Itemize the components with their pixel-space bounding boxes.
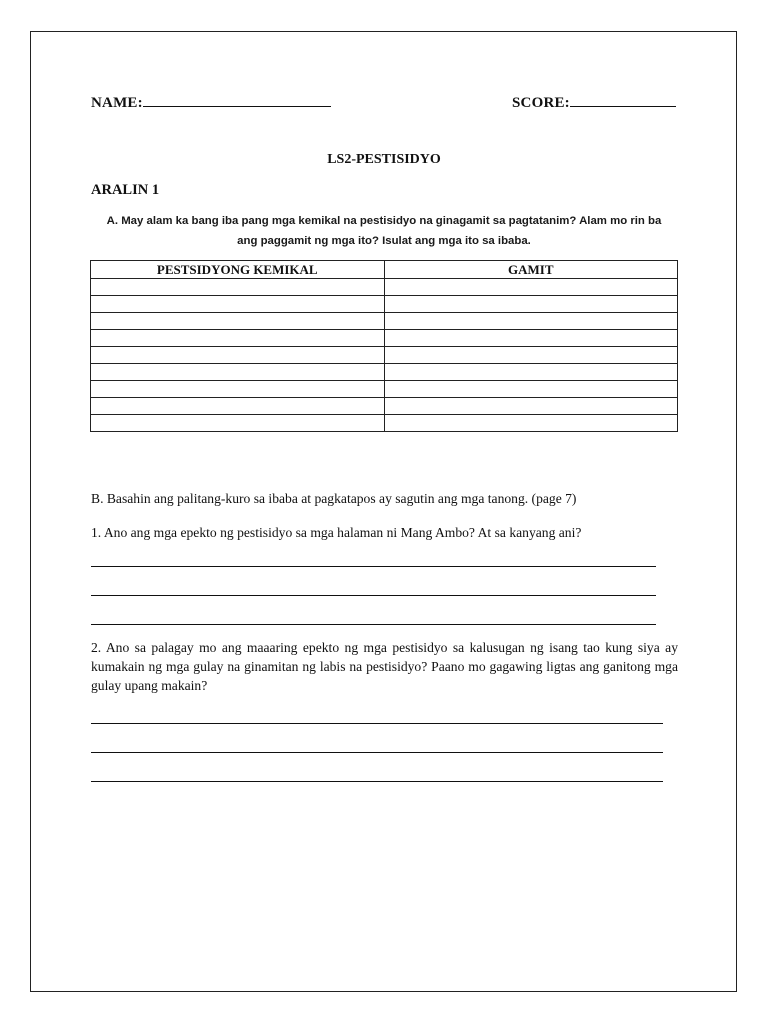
pesticide-cell[interactable] <box>91 279 385 296</box>
pesticide-table <box>90 260 678 432</box>
part-a-instruction-line-2: ang paggamit ng mga ito? Isulat ang mga ito sa ibaba. <box>237 235 531 247</box>
answer-line-q2-3[interactable] <box>91 781 663 782</box>
name-field <box>91 92 331 112</box>
table-row <box>91 381 678 398</box>
use-cell[interactable] <box>384 313 678 330</box>
answer-line-q2-1[interactable] <box>91 723 663 724</box>
table-header-row <box>91 261 678 279</box>
pesticide-cell[interactable] <box>91 296 385 313</box>
page-border <box>30 31 737 992</box>
column-header-pesticide: PESTSIDYONG KEMIKAL <box>91 261 385 279</box>
use-cell[interactable] <box>384 381 678 398</box>
table-row <box>91 279 678 296</box>
use-cell[interactable] <box>384 364 678 381</box>
table-row <box>91 347 678 364</box>
pesticide-cell[interactable] <box>91 381 385 398</box>
name-label: NAME: <box>91 95 143 111</box>
part-b-instruction: B. Basahin ang palitang-kuro sa ibaba at pagkatapos ay sagutin ang mga tanong. (page 7) <box>91 491 577 506</box>
column-header-use: GAMIT <box>384 261 678 279</box>
question-1: 1. Ano ang mga epekto ng pestisidyo sa mga halaman ni Mang Ambo? At sa kanyang ani? <box>91 525 582 540</box>
pesticide-cell[interactable] <box>91 330 385 347</box>
lesson-label: ARALIN 1 <box>91 182 160 198</box>
table-row <box>91 330 678 347</box>
use-cell[interactable] <box>384 347 678 364</box>
table-row <box>91 313 678 330</box>
answer-line-q1-2[interactable] <box>91 595 656 596</box>
answer-line-q2-2[interactable] <box>91 752 663 753</box>
use-cell[interactable] <box>384 415 678 432</box>
table-row <box>91 398 678 415</box>
pesticide-cell[interactable] <box>91 313 385 330</box>
score-field <box>512 92 676 112</box>
question-2: 2. Ano sa palagay mo ang maaaring epekto ng mga pestisidyo sa kalusugan ng isang tao kung siya ay kumakain ng mga gulay na ginamitan ng labis na pestisidyo? Paano mo gagawing ligtas ang ganitong mga gulay upang makain? <box>91 640 678 693</box>
answer-line-q1-1[interactable] <box>91 566 656 567</box>
name-blank-line[interactable] <box>143 92 331 107</box>
pesticide-cell[interactable] <box>91 364 385 381</box>
pesticide-cell[interactable] <box>91 398 385 415</box>
pesticide-cell[interactable] <box>91 347 385 364</box>
part-a-instruction <box>91 211 677 251</box>
use-cell[interactable] <box>384 398 678 415</box>
answer-line-q1-3[interactable] <box>91 624 656 625</box>
score-blank-line[interactable] <box>570 92 676 107</box>
table-row <box>91 364 678 381</box>
use-cell[interactable] <box>384 296 678 313</box>
document-title: LS2-PESTISIDYO <box>327 152 441 167</box>
table-body <box>91 279 678 432</box>
part-a-instruction-line-1: A. May alam ka bang iba pang mga kemikal na pestisidyo na ginagamit sa pagtatanim? Alam mo rin ba <box>106 215 662 227</box>
table-row <box>91 415 678 432</box>
table-row <box>91 296 678 313</box>
use-cell[interactable] <box>384 330 678 347</box>
pesticide-cell[interactable] <box>91 415 385 432</box>
score-label: SCORE: <box>512 95 570 111</box>
use-cell[interactable] <box>384 279 678 296</box>
